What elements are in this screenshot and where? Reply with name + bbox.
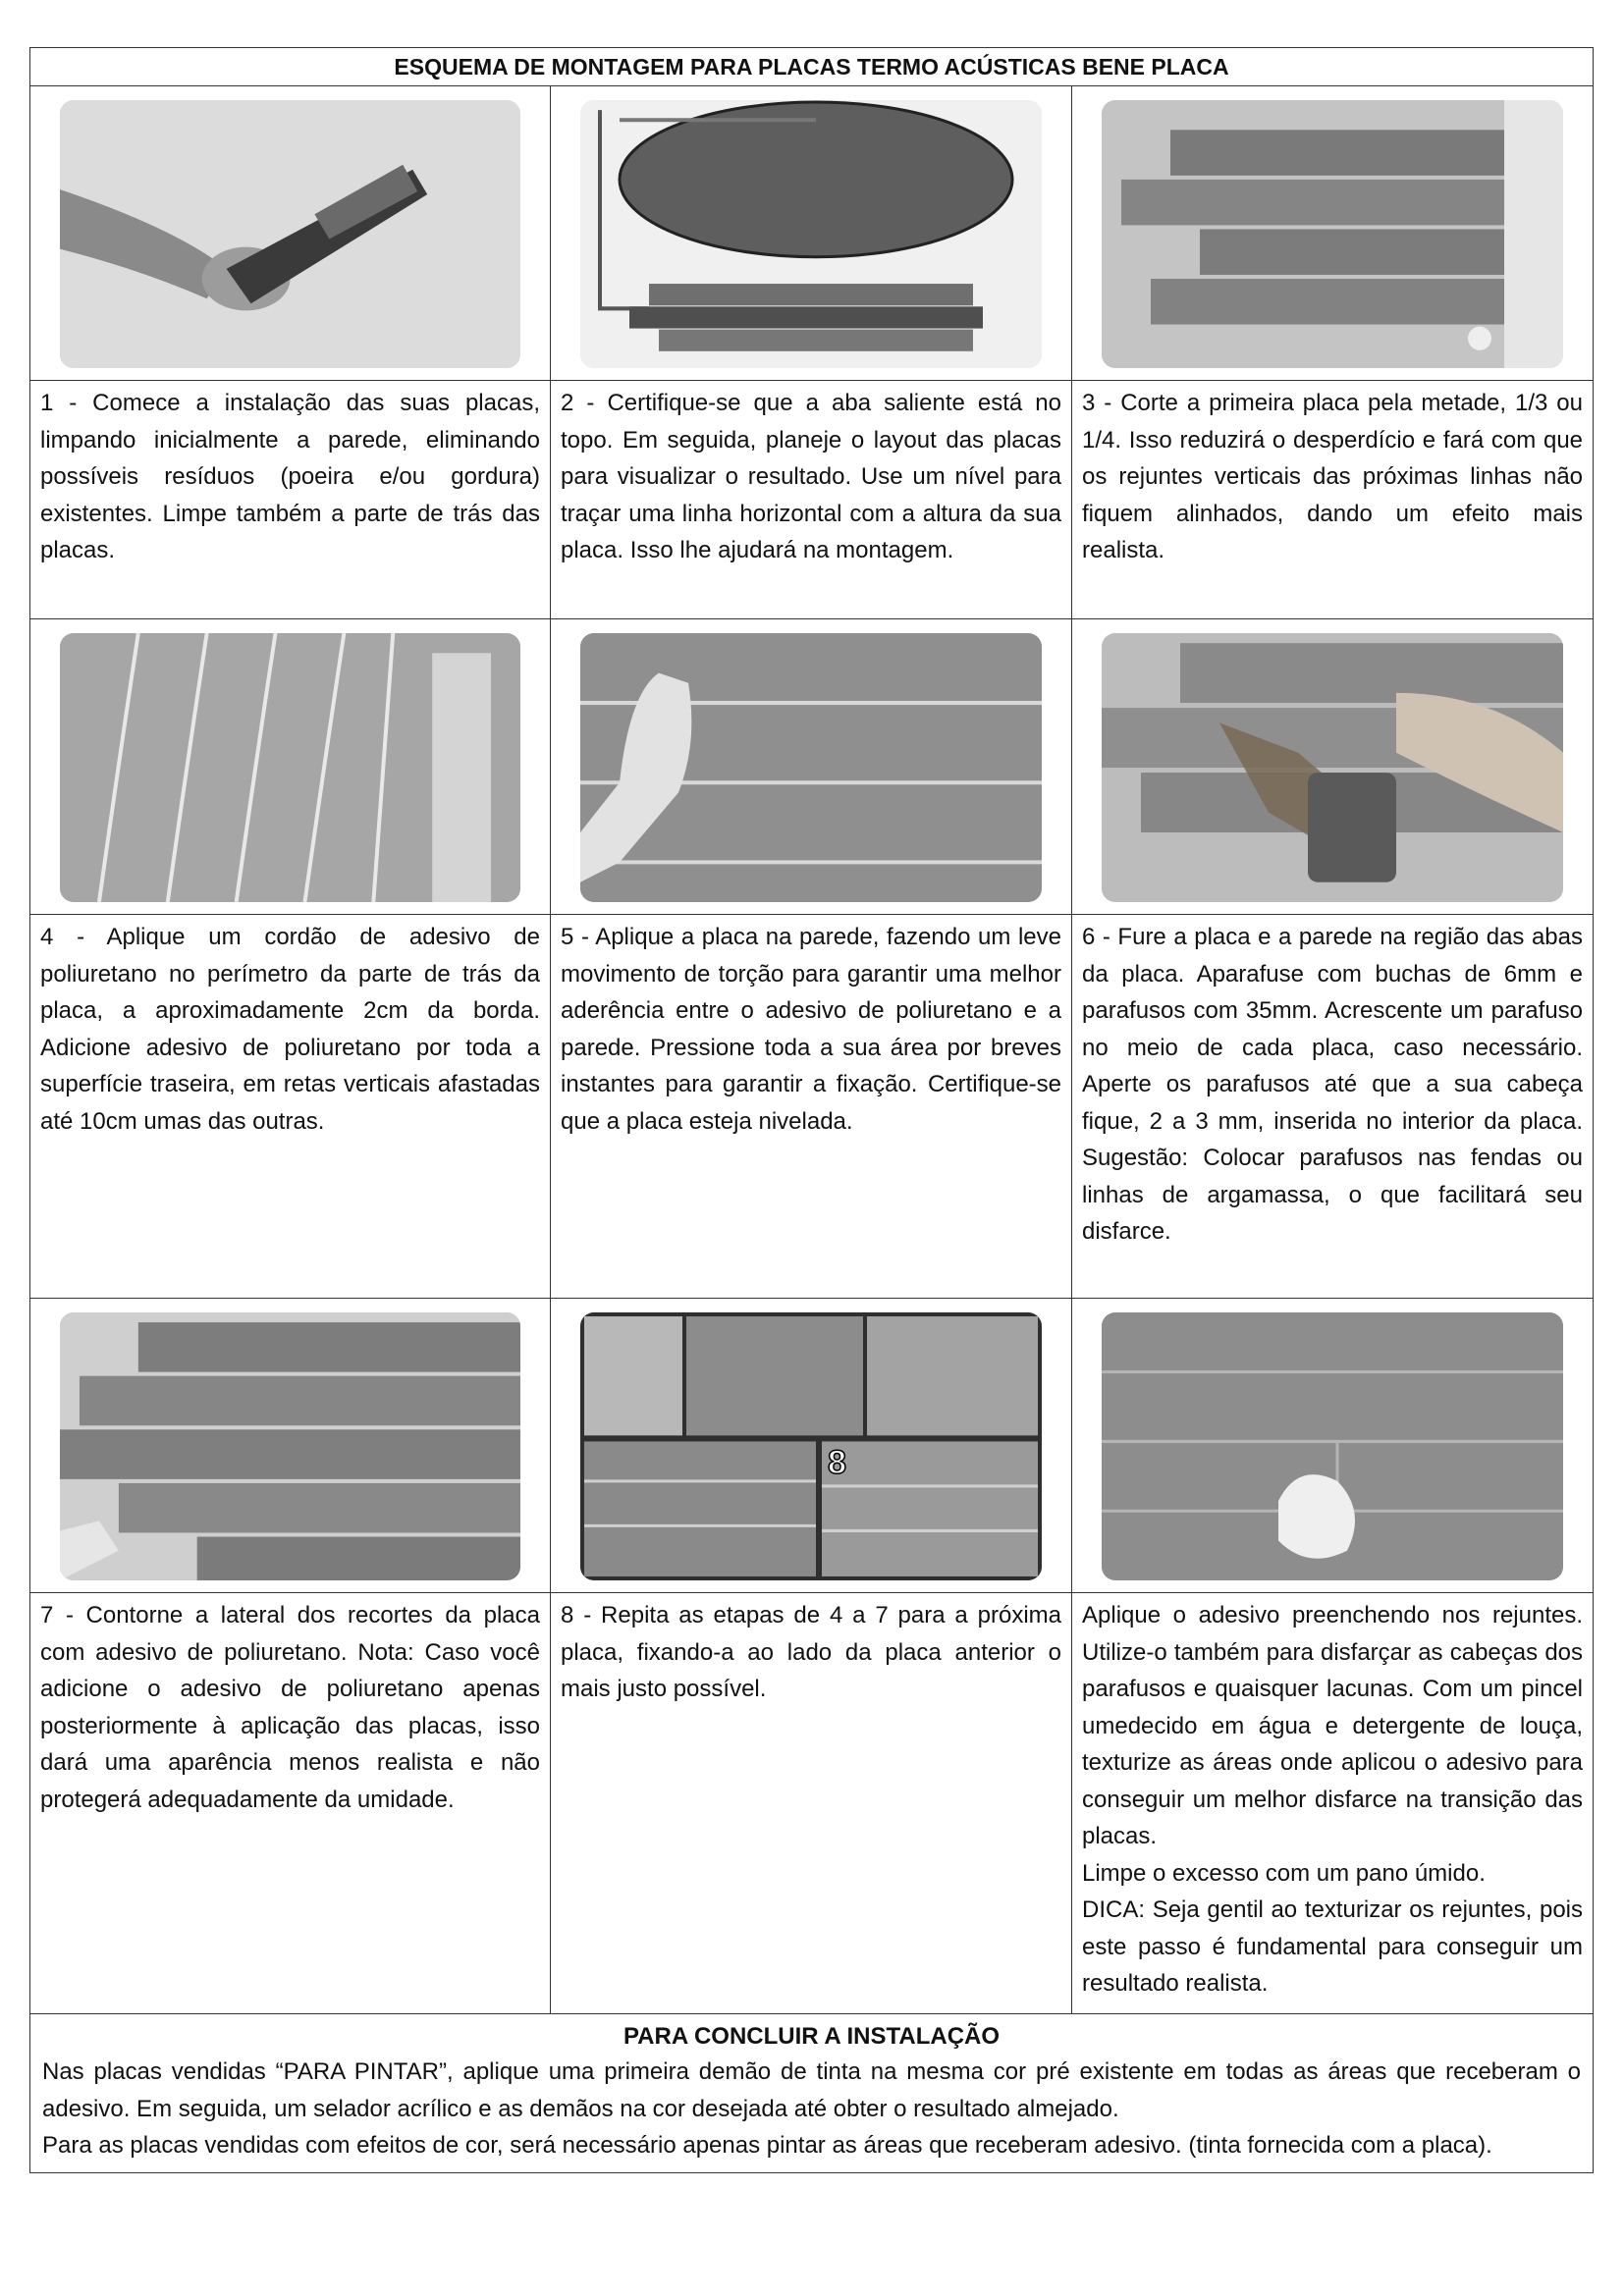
- step-3-photo: [1102, 100, 1563, 368]
- conclusion-paragraph-1: Nas placas vendidas “PARA PINTAR”, aplique uma primeira demão de tinta na mesma cor pré existente em todas as áreas que receberam o adesivo. Em seguida, um selador acrílico e as demãos na cor desejada até obter o resultado almejado.: [42, 2058, 1582, 2122]
- step-2-photo: [580, 100, 1042, 368]
- conclusion-section: [30, 2014, 1594, 2173]
- step-9-cleanup-note: Limpe o excesso com um pano úmido.: [1082, 1859, 1486, 1887]
- step-7-image-cell: [30, 1299, 551, 1593]
- step-1-photo: [60, 100, 520, 368]
- step-6-photo: [1102, 633, 1563, 902]
- step-9-text: Aplique o adesivo preenchendo nos rejuntes. Utilize-o também para disfarçar as cabeças dos parafusos e quaisquer lacunas. Com um pincel umedecido em água e detergente de louça, texturize as áreas onde aplicou o adesivo para conseguir um melhor disfarce na transição das placas.: [1082, 1602, 1584, 1849]
- step-6-text: 6 - Fure a placa e a parede na região das abas da placa. Aparafuse com buchas de 6mm e parafusos com 35mm. Acrescente um parafuso no meio de cada placa, caso necessário. Aperte os parafusos até que a sua cabeça fique, 2 a 3 mm, inserida no interior da placa. Sugestão: Colocar parafusos nas fendas ou linhas de argamassa, o que facilitará seu disfarce.: [1072, 915, 1594, 1299]
- step-1-text: 1 - Comece a instalação das suas placas, limpando inicialmente a parede, eliminando possíveis resíduos (poeira e/ou gordura) existentes. Limpe também a parte de trás das placas.: [30, 381, 551, 619]
- step-5-text: 5 - Aplique a placa na parede, fazendo um leve movimento de torção para garantir uma melhor aderência entre o adesivo de poliuretano e a parede. Pressione toda a sua área por breves instantes para garantir a fixação. Certifique-se que a placa esteja nivelada.: [551, 915, 1072, 1299]
- step-9-photo: [1102, 1312, 1563, 1580]
- instruction-sheet: [29, 47, 1593, 2173]
- document-title: ESQUEMA DE MONTAGEM PARA PLACAS TERMO ACÚSTICAS BENE PLACA: [30, 48, 1594, 86]
- step-6-image-cell: [1072, 619, 1594, 915]
- step-8-image-cell: [551, 1299, 1072, 1593]
- assembly-table: [29, 47, 1594, 2173]
- step-4-text: 4 - Aplique um cordão de adesivo de poliuretano no perímetro da parte de trás da placa, a aproximadamente 2cm da borda. Adicione adesivo de poliuretano por toda a superfície traseira, em retas verticais afastadas até 10cm umas das outras.: [30, 915, 551, 1299]
- step-2-text: 2 - Certifique-se que a aba saliente está no topo. Em seguida, planeje o layout das placas para visualizar o resultado. Use um nível para traçar uma linha horizontal com a altura da sua placa. Isso lhe ajudará na montagem.: [551, 381, 1072, 619]
- step-5-image-cell: [551, 619, 1072, 915]
- step-7-photo: [60, 1312, 520, 1580]
- step-9-text-cell: [1072, 1593, 1594, 2014]
- step-3-image-cell: [1072, 86, 1594, 381]
- step-4-photo: [60, 633, 520, 902]
- step-8-photo-collage: [580, 1312, 1042, 1580]
- collage-step-number: 8: [828, 1443, 846, 1481]
- step-8-text: 8 - Repita as etapas de 4 a 7 para a próxima placa, fixando-a ao lado da placa anterior o mais justo possível.: [551, 1593, 1072, 2014]
- step-2-image-cell: [551, 86, 1072, 381]
- step-7-text: 7 - Contorne a lateral dos recortes da placa com adesivo de poliuretano. Nota: Caso você adicione o adesivo de poliuretano apenas posteriormente à aplicação das placas, isso dará uma aparência menos realista e não protegerá adequadamente da umidade.: [30, 1593, 551, 2014]
- step-9-tip: DICA: Seja gentil ao texturizar os rejuntes, pois este passo é fundamental para conseguir um resultado realista.: [1082, 1896, 1584, 1997]
- step-3-text: 3 - Corte a primeira placa pela metade, 1/3 ou 1/4. Isso reduzirá o desperdício e fará com que os rejuntes verticais das próximas linhas não fiquem alinhados, dando um efeito mais realista.: [1072, 381, 1594, 619]
- step-4-image-cell: [30, 619, 551, 915]
- step-5-photo: [580, 633, 1042, 902]
- conclusion-heading: PARA CONCLUIR A INSTALAÇÃO: [623, 2023, 1001, 2050]
- step-1-image-cell: [30, 86, 551, 381]
- step-9-image-cell: [1072, 1299, 1594, 1593]
- conclusion-paragraph-2: Para as placas vendidas com efeitos de cor, será necessário apenas pintar as áreas que receberam adesivo. (tinta fornecida com a placa).: [42, 2132, 1492, 2159]
